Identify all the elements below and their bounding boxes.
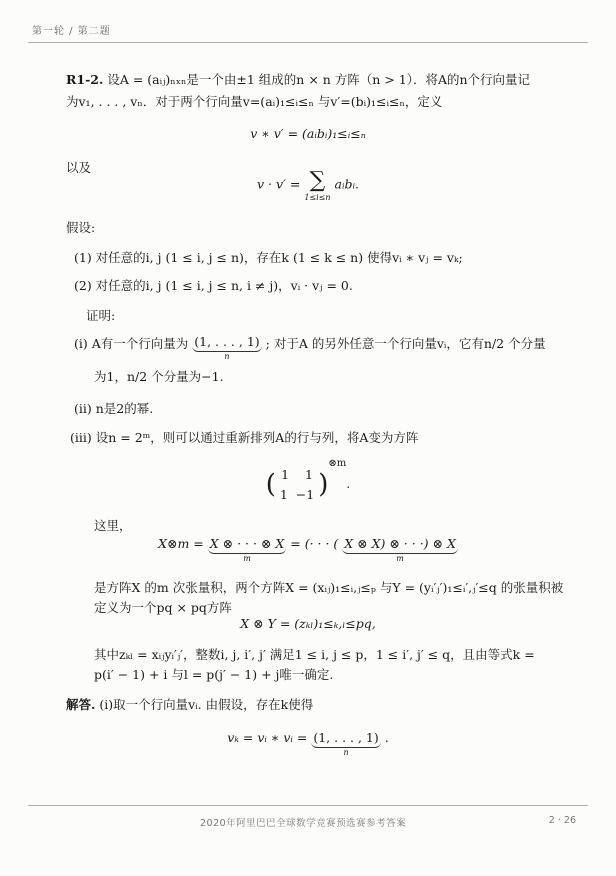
kronecker-power-def (0, 536, 616, 563)
here-text: 这里， (94, 518, 132, 533)
equation-dot (0, 168, 616, 202)
tensor-def-1: 是方阵X 的m 次张量积，两个方阵X = (xᵢⱼ)₁≤ᵢ,ⱼ≤ₚ 与Y = (yᵢ′ⱼ′)₁≤ᵢ′,ⱼ′≤q 的张量积被 (94, 580, 564, 595)
claim-i-text-c: 为1，n/2 个分量为−1. (94, 369, 224, 384)
sum-range: 1≤i≤n (304, 193, 331, 202)
ones-vector-brace (192, 334, 261, 361)
problem-label: R1-2. (66, 72, 104, 87)
problem-line-1 (66, 70, 530, 88)
ones-length: n (224, 352, 230, 361)
solution-line-1 (66, 695, 313, 713)
claim-i-text-b: ; 对于A 的另外任意一个行向量vᵢ，它有n/2 个分量 (265, 336, 546, 351)
footer-rule (28, 805, 588, 806)
ones-vector: (1, . . . , 1) (192, 334, 261, 352)
assume-heading: 假设: (66, 220, 96, 235)
solution-equation (0, 730, 616, 757)
kron-brace-2 (342, 536, 458, 563)
tensor-def-2: 定义为一个pq × pq方阵 (94, 600, 232, 615)
claim-i-text-a: (i) A有一个行向量为 (74, 336, 189, 351)
sol-ones-length: n (343, 748, 349, 757)
equation-star: v ∗ v′ = (aᵢbᵢ)₁≤ᵢ≤ₙ (250, 126, 366, 141)
kron-mid: = (· · · ( (290, 536, 339, 551)
page-number: 2 · 26 (548, 815, 576, 826)
claim-i (74, 334, 546, 361)
kron-lhs: X⊗m = (158, 536, 208, 551)
m21: 1 (279, 486, 288, 502)
matrix-right-paren: ) (318, 469, 329, 500)
assumption-2: (2) 对任意的i, j (1 ≤ i, j ≤ n, i ≠ j)，vᵢ · vⱼ = 0. (74, 278, 353, 293)
footer-title: 2020年阿里巴巴全球数学竞赛预选赛参考答案 (200, 818, 407, 829)
summation (304, 168, 330, 202)
matrix-body (280, 465, 314, 505)
hadamard-matrix: ( 1 1 1 −1 )$^{\otimes m}$. (0, 458, 616, 505)
kron-brace-1 (208, 536, 287, 563)
kron-factors-2: X ⊗ X) ⊗ · · ·) ⊗ X (342, 536, 458, 554)
tensor-def-3: 其中zₖₗ = xᵢⱼyᵢ′ⱼ′，整数i, j, i′, j′ 满足1 ≤ i, j ≤ p，1 ≤ i′, j′ ≤ q，且由等式k = (94, 647, 535, 662)
sol-eq-end: . (384, 730, 389, 745)
kron-factors-1: X ⊗ · · · ⊗ X (208, 536, 287, 554)
sol-ones-vector: (1, . . . , 1) (311, 730, 380, 748)
matrix-exponent: ⊗m (328, 458, 347, 469)
m12: 1 (305, 466, 313, 482)
solution-label: 解答. (66, 697, 96, 712)
m22: −1 (295, 486, 315, 502)
running-head: 第一轮 / 第二题 (32, 26, 111, 37)
m11: 1 (281, 466, 290, 482)
problem-statement-2: 为v₁, . . . , vₙ．对于两个行向量v=(aᵢ)₁≤ᵢ≤ₙ 与v′=(bᵢ)₁≤ᵢ≤ₙ，定义 (66, 94, 443, 109)
claim-ii: (ii) n是2的幂. (74, 401, 154, 416)
matrix-left-paren: ( (265, 469, 276, 500)
sol-ones-brace (311, 730, 380, 757)
problem-statement-1: 设A = (aᵢⱼ)ₙₓₙ是一个由±1 组成的n × n 方阵（n > 1）．将A的n个行向量记 (107, 72, 531, 87)
tensor-def-4: p(i′ − 1) + i 与l = p(j′ − 1) + j唯一确定. (94, 667, 334, 682)
sol-eq-lhs: vₖ = vᵢ ∗ vᵢ = (227, 730, 312, 745)
kron-count-1: m (243, 554, 251, 563)
also-text: 以及 (66, 160, 92, 175)
assumption-1: (1) 对任意的i, j (1 ≤ i, j ≤ n)，存在k (1 ≤ k ≤ n) 使得vᵢ ∗ vⱼ = vₖ; (74, 250, 463, 265)
tensor-product-eq: X ⊗ Y = (zₖₗ)₁≤ₖ,ₗ≤pq, (240, 616, 376, 631)
header-rule (28, 42, 588, 43)
kron-count-2: m (396, 554, 404, 563)
claim-iii: (iii) 设n = 2ᵐ，则可以通过重新排列A的行与列，将A变为方阵 (70, 430, 419, 445)
dot-lhs: v · v′ = (257, 176, 301, 192)
dot-rhs: aᵢbᵢ. (334, 176, 359, 192)
prove-heading: 证明: (86, 308, 116, 323)
sum-symbol: ∑ (309, 168, 326, 193)
solution-text-1: (i)取一个行向量vᵢ. 由假设，存在k使得 (99, 697, 314, 712)
